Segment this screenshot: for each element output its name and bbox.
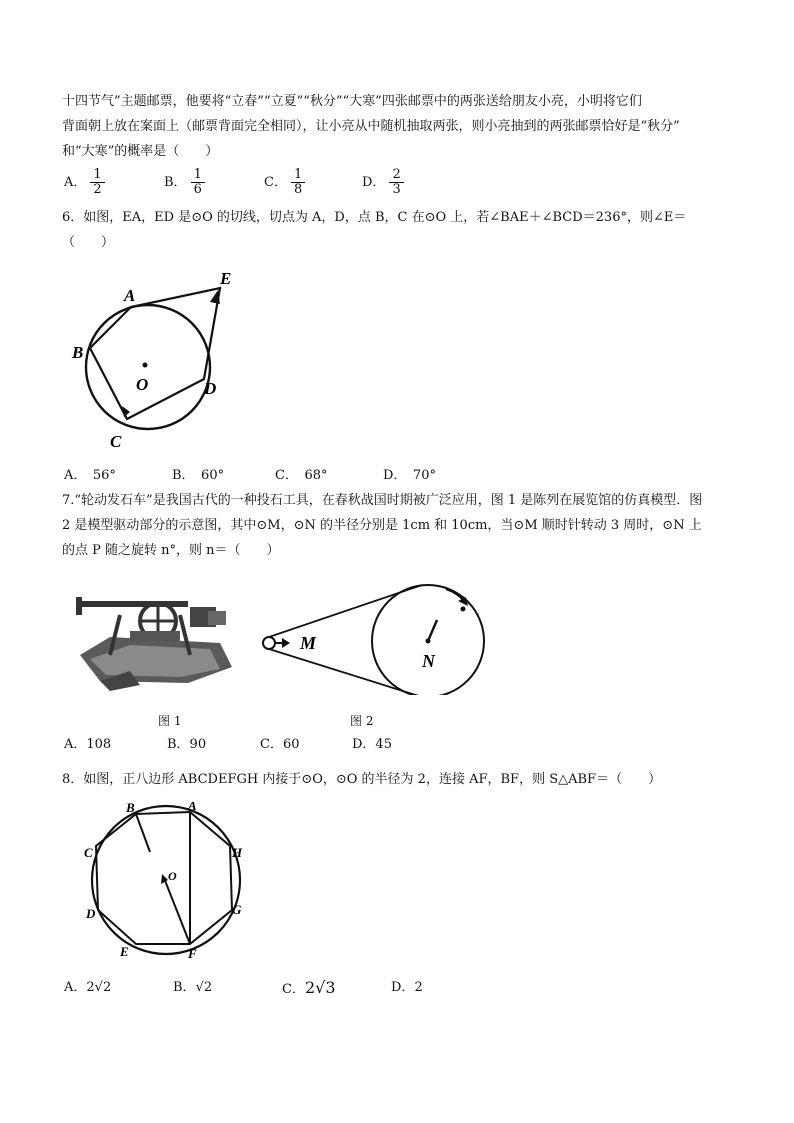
q7-option-c: C．60	[260, 737, 300, 752]
q8-label-o: O	[168, 869, 177, 883]
q8-label-f: F	[188, 946, 197, 961]
q5-option-c: C． $\frac{1}{8}$	[264, 168, 305, 197]
fraction: $\frac{1}{2}$	[90, 168, 104, 197]
q7-line-3: 的点 P 随之旋转 n°，则 n＝（ ）	[62, 543, 280, 558]
q5-option-d: D． $\frac{2}{3}$	[362, 168, 404, 197]
q6-line-2: （ ）	[62, 235, 115, 250]
q5-option-a: A． $\frac{1}{2}$	[64, 168, 105, 197]
fraction: $\frac{1}{8}$	[291, 168, 305, 197]
q7-figure-1-catapult-photo	[70, 585, 240, 695]
q6-line-1: 6．如图，EA，ED 是⊙O 的切线，切点为 A，D，点 B，C 在⊙O 上，若∠BAE＋∠BCD＝236°，则∠E＝	[62, 210, 687, 225]
q7-option-d: D．45	[352, 737, 392, 752]
q6-option-b: B． 60°	[172, 468, 225, 483]
q8-octagon-figure	[80, 802, 270, 967]
q8-label-h: H	[232, 845, 243, 860]
q6-option-a: A． 56°	[64, 468, 116, 483]
q8-label-d: D	[86, 906, 96, 921]
q6-label-e: E	[220, 269, 232, 288]
q8-label-b: B	[126, 802, 135, 815]
q7-figure-2-pulley-diagram	[252, 575, 492, 695]
q8-option-c: C．2√3	[282, 978, 336, 997]
fraction: $\frac{1}{6}$	[191, 168, 205, 197]
q8-option-d: D．2	[391, 980, 423, 995]
q7-label-n: N	[422, 651, 435, 671]
q8-label-e: E	[120, 944, 129, 959]
q6-circle-figure	[70, 262, 250, 462]
q5-option-b: B． $\frac{1}{6}$	[164, 168, 205, 197]
q6-label-c: C	[110, 432, 122, 451]
q8-label-a: A	[188, 802, 197, 813]
q6-label-o: O	[136, 375, 149, 394]
q7-figure-1-caption: 图 1	[158, 714, 182, 728]
q5-line-3: 和“大寒”的概率是（ ）	[62, 144, 219, 159]
q6-option-d: D． 70°	[383, 468, 436, 483]
q7-line-2: 2 是模型驱动部分的示意图，其中⊙M，⊙N 的半径分别是 1cm 和 10cm，当⊙M 顺时针转动 3 周时，⊙N 上	[62, 518, 702, 533]
q8-option-b: B．√2	[173, 980, 213, 995]
q6-label-b: B	[72, 343, 84, 362]
q7-option-a: A．108	[64, 737, 112, 752]
q6-label-d: D	[204, 379, 217, 398]
q8-label-c: C	[84, 845, 93, 860]
fraction: $\frac{2}{3}$	[389, 168, 403, 197]
q7-label-m: M	[300, 633, 317, 653]
q5-line-1: 十四节气”主题邮票，他要将“立春”“立夏”“秋分”“大寒”四张邮票中的两张送给朋友小亮，小明将它们	[62, 94, 642, 109]
q7-figure-2-caption: 图 2	[350, 714, 374, 728]
q6-label-a: A	[124, 286, 136, 305]
q5-line-2: 背面朝上放在案面上（邮票背面完全相同），让小亮从中随机抽取两张，则小亮抽到的两张邮票恰好是“秋分”	[62, 119, 680, 134]
q6-option-c: C． 68°	[275, 468, 328, 483]
q7-option-b: B．90	[167, 737, 207, 752]
q7-line-1: 7.“轮动发石车”是我国古代的一种投石工具，在春秋战国时期被广泛应用，图 1 是陈列在展览馆的仿真模型．图	[62, 493, 703, 508]
q8-line-1: 8．如图，正八边形 ABCDEFGH 内接于⊙O，⊙O 的半径为 2，连接 AF，BF，则 S△ABF＝（ ）	[62, 772, 662, 787]
q8-label-g: G	[232, 902, 242, 917]
q8-option-a: A．2√2	[64, 980, 112, 995]
